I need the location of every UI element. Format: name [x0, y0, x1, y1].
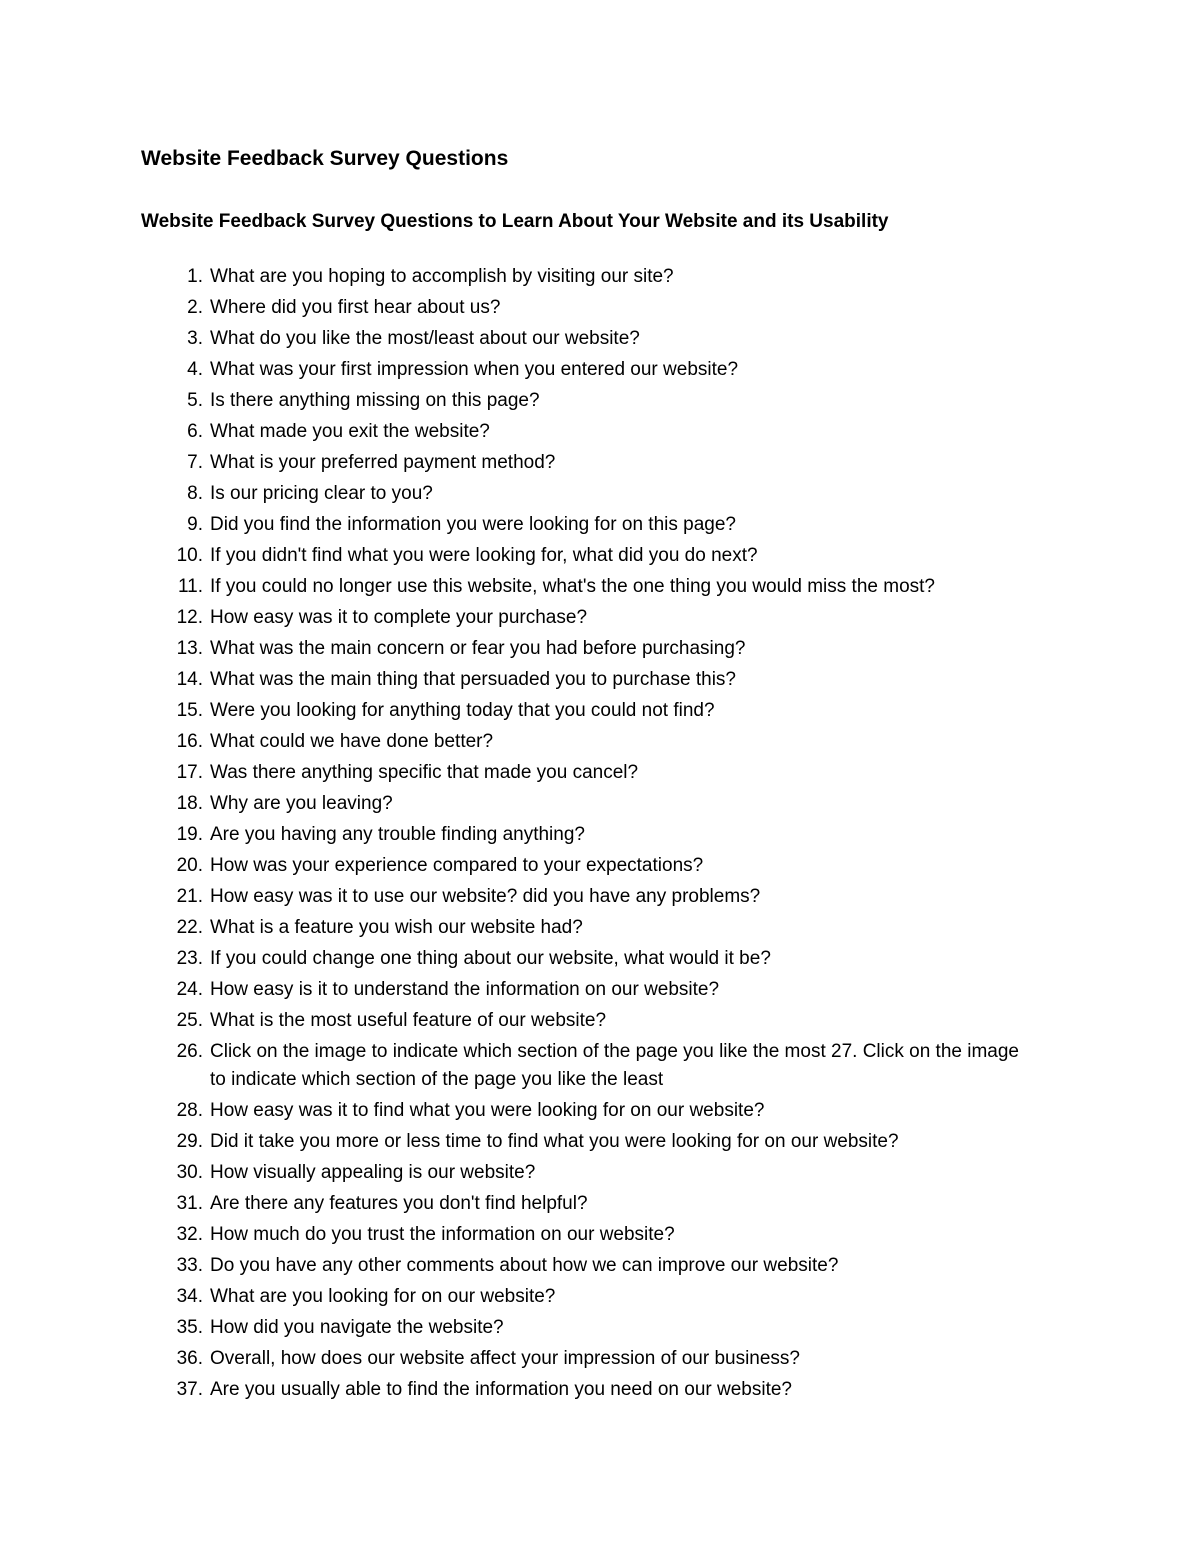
question-number: 9.: [187, 514, 203, 535]
question-number: 34.: [176, 1286, 203, 1307]
question-text: How easy was it to complete your purchase?: [210, 607, 588, 628]
question-item: [0, 664, 1200, 695]
question-number: 2.: [187, 297, 203, 318]
question-text: Overall, how does our website affect your impression of our business?: [210, 1348, 801, 1369]
question-item: [0, 757, 1200, 788]
question-item: [0, 1188, 1200, 1219]
document-title: Website Feedback Survey Questions: [141, 147, 509, 170]
question-text: If you could change one thing about our website, what would it be?: [210, 948, 771, 969]
question-text: What was the main thing that persuaded you to purchase this?: [210, 669, 736, 690]
question-item: [0, 292, 1200, 323]
question-number: 1.: [187, 266, 203, 287]
question-number: 25.: [176, 1010, 203, 1031]
question-item: [0, 416, 1200, 447]
question-number: 28.: [176, 1100, 203, 1121]
question-item: [0, 385, 1200, 416]
question-text: Were you looking for anything today that you could not find?: [210, 700, 715, 721]
question-number: 18.: [176, 793, 203, 814]
question-text: Why are you leaving?: [210, 793, 393, 814]
question-item: [0, 943, 1200, 974]
question-text: Where did you first hear about us?: [210, 297, 501, 318]
question-item: [0, 323, 1200, 354]
question-text: Is there anything missing on this page?: [210, 390, 540, 411]
question-item: [0, 1036, 1040, 1095]
question-item: [0, 819, 1200, 850]
question-text: What do you like the most/least about our website?: [210, 328, 640, 349]
question-text: What was the main concern or fear you had before purchasing?: [210, 638, 746, 659]
question-item: [0, 1095, 1200, 1126]
document-subtitle: Website Feedback Survey Questions to Learn About Your Website and its Usability: [141, 211, 889, 232]
question-item: [0, 478, 1200, 509]
question-text: Do you have any other comments about how we can improve our website?: [210, 1255, 839, 1276]
question-text: What made you exit the website?: [210, 421, 490, 442]
question-item: [0, 912, 1200, 943]
question-item: [0, 261, 1200, 292]
question-number: 15.: [176, 700, 203, 721]
question-number: 11.: [177, 576, 203, 597]
question-text: What is your preferred payment method?: [210, 452, 556, 473]
question-item: [0, 1157, 1200, 1188]
question-text: What could we have done better?: [210, 731, 494, 752]
question-text: How did you navigate the website?: [210, 1317, 504, 1338]
question-item: [0, 974, 1200, 1005]
question-item: [0, 354, 1200, 385]
question-text: If you didn't find what you were looking for, what did you do next?: [210, 545, 758, 566]
question-text: Click on the image to indicate which section of the page you like the most 27. Click on the image to indicate which section of the page you like the least: [210, 1041, 1019, 1090]
question-item: [0, 571, 1200, 602]
question-number: 33.: [176, 1255, 203, 1276]
question-number: 16.: [176, 731, 203, 752]
question-item: [0, 1312, 1200, 1343]
question-number: 24.: [176, 979, 203, 1000]
question-item: [0, 788, 1200, 819]
question-number: 23.: [176, 948, 203, 969]
question-item: [0, 1374, 1200, 1405]
question-number: 20.: [176, 855, 203, 876]
question-number: 31.: [176, 1193, 203, 1214]
question-text: How much do you trust the information on our website?: [210, 1224, 675, 1245]
question-number: 3.: [187, 328, 203, 349]
question-number: 21.: [176, 886, 203, 907]
question-text: Are you having any trouble finding anything?: [210, 824, 585, 845]
question-text: If you could no longer use this website, what's the one thing you would miss the most?: [210, 576, 935, 597]
question-text: What are you hoping to accomplish by visiting our site?: [210, 266, 674, 287]
question-text: What are you looking for on our website?: [210, 1286, 556, 1307]
question-number: 37.: [176, 1379, 203, 1400]
question-text: How easy was it to use our website? did you have any problems?: [210, 886, 761, 907]
question-item: [0, 850, 1200, 881]
question-number: 35.: [176, 1317, 203, 1338]
question-list: [0, 261, 1200, 1405]
question-number: 19.: [176, 824, 203, 845]
question-number: 13.: [176, 638, 203, 659]
question-number: 36.: [176, 1348, 203, 1369]
question-text: What is the most useful feature of our website?: [210, 1010, 607, 1031]
question-number: 14.: [176, 669, 203, 690]
question-text: How visually appealing is our website?: [210, 1162, 536, 1183]
question-item: [0, 1281, 1200, 1312]
question-text: How easy is it to understand the information on our website?: [210, 979, 720, 1000]
question-number: 17.: [176, 762, 203, 783]
question-number: 4.: [187, 359, 203, 380]
question-text: What is a feature you wish our website had?: [210, 917, 583, 938]
question-item: [0, 509, 1200, 540]
question-number: 10.: [176, 545, 203, 566]
question-item: [0, 1005, 1200, 1036]
question-text: Did you find the information you were looking for on this page?: [210, 514, 736, 535]
question-number: 30.: [176, 1162, 203, 1183]
question-item: [0, 1219, 1200, 1250]
question-text: Did it take you more or less time to find what you were looking for on our website?: [210, 1131, 899, 1152]
question-text: Are there any features you don't find helpful?: [210, 1193, 588, 1214]
question-number: 32.: [176, 1224, 203, 1245]
question-text: How easy was it to find what you were looking for on our website?: [210, 1100, 765, 1121]
question-number: 8.: [187, 483, 203, 504]
question-text: How was your experience compared to your expectations?: [210, 855, 704, 876]
question-item: [0, 881, 1200, 912]
question-item: [0, 1343, 1200, 1374]
question-item: [0, 1250, 1200, 1281]
question-item: [0, 695, 1200, 726]
question-item: [0, 726, 1200, 757]
question-item: [0, 602, 1200, 633]
question-item: [0, 633, 1200, 664]
question-item: [0, 1126, 1200, 1157]
question-number: 29.: [176, 1131, 203, 1152]
question-text: Are you usually able to find the information you need on our website?: [210, 1379, 792, 1400]
question-number: 12.: [176, 607, 203, 628]
question-number: 26.: [176, 1041, 203, 1062]
question-item: [0, 447, 1200, 478]
question-item: [0, 540, 1200, 571]
question-text: Is our pricing clear to you?: [210, 483, 433, 504]
question-number: 22.: [176, 917, 203, 938]
question-number: 5.: [187, 390, 203, 411]
question-number: 7.: [187, 452, 203, 473]
question-number: 6.: [187, 421, 203, 442]
question-text: Was there anything specific that made you cancel?: [210, 762, 639, 783]
question-text: What was your first impression when you entered our website?: [210, 359, 739, 380]
